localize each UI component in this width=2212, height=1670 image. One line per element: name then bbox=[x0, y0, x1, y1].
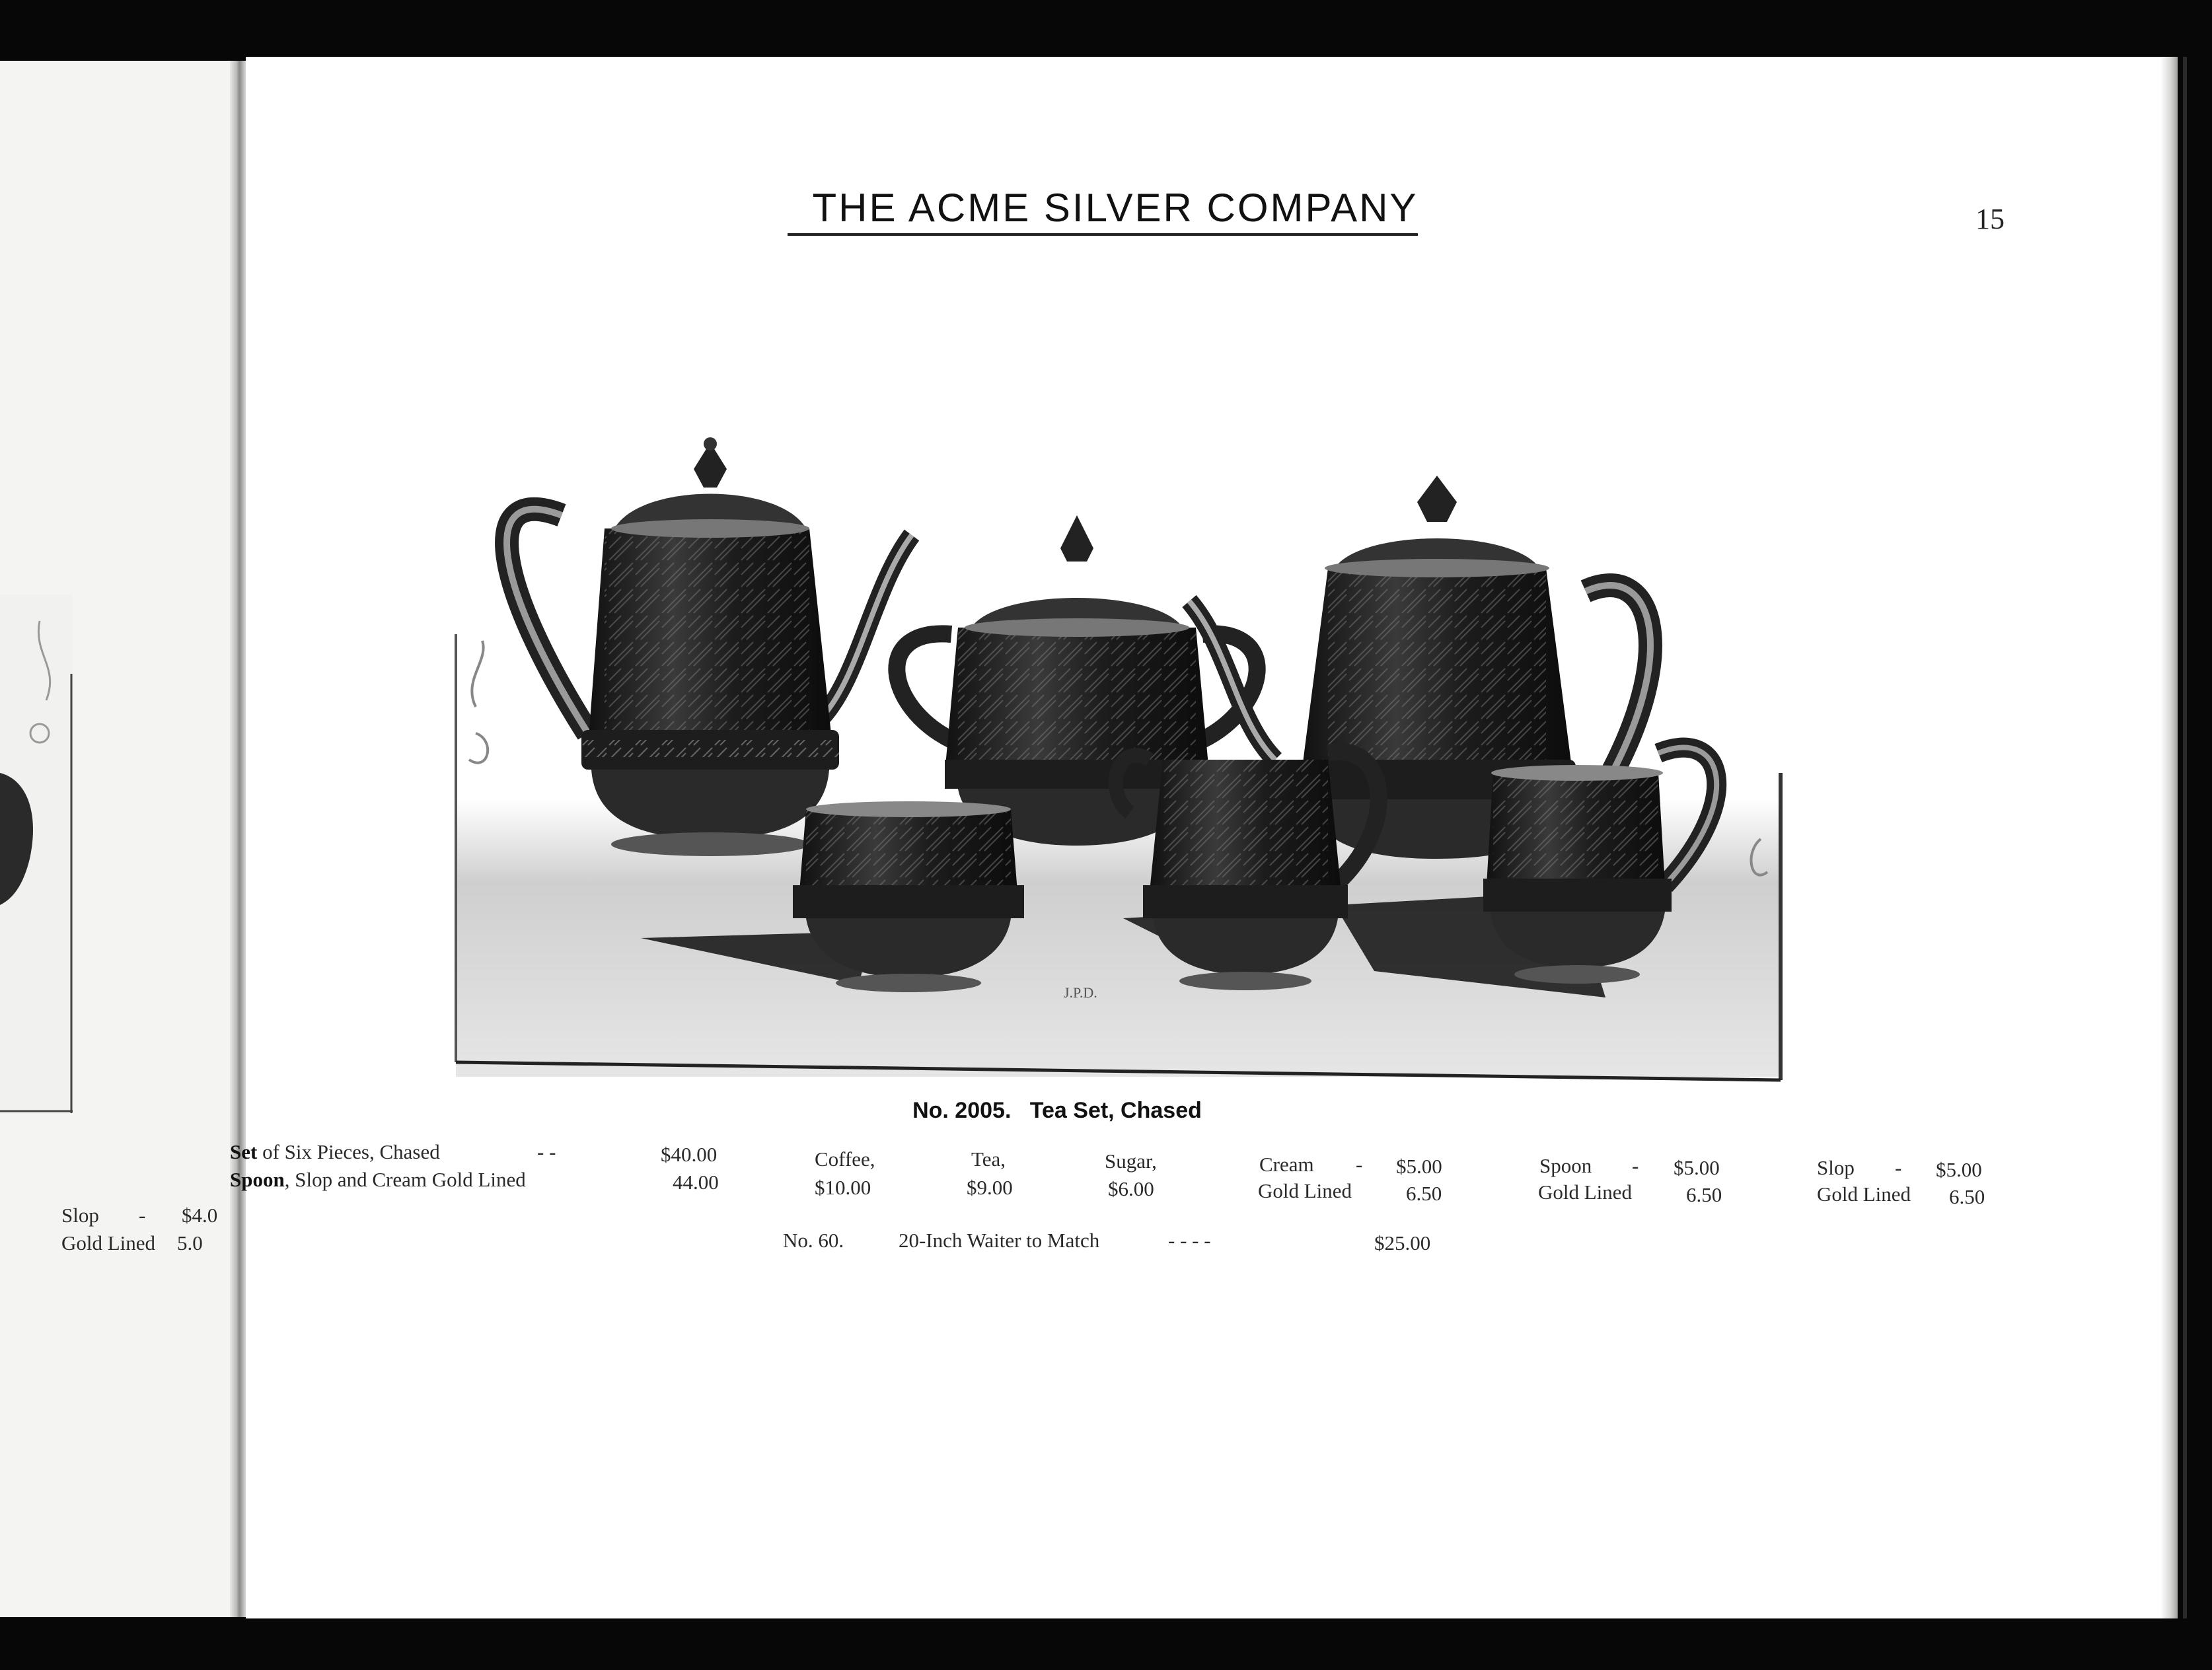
prev-gold-lined-label: Gold Lined bbox=[61, 1231, 156, 1254]
spoon-gold-lined-label: Gold Lined bbox=[1538, 1180, 1633, 1204]
slop-price: $5.00 bbox=[1936, 1158, 1982, 1181]
waiter-number: No. 60. bbox=[783, 1229, 844, 1252]
cream-gold-lined-label: Gold Lined bbox=[1258, 1179, 1352, 1202]
spoon-label: Spoon bbox=[1539, 1154, 1592, 1177]
set-gold-lined-price: 44.00 bbox=[673, 1171, 719, 1194]
slop-dash: - bbox=[1895, 1156, 1902, 1179]
caption-text: Tea Set, Chased bbox=[1029, 1098, 1202, 1123]
waiter-description: 20-Inch Waiter to Match bbox=[899, 1229, 1100, 1252]
spoon-price: $5.00 bbox=[1674, 1156, 1720, 1179]
cream-gold-lined-price: 6.50 bbox=[1406, 1182, 1442, 1205]
company-header: THE ACME SILVER COMPANY bbox=[812, 186, 1419, 230]
spoon-dash: - bbox=[1632, 1154, 1639, 1177]
tea-set-illustration bbox=[449, 429, 1790, 1090]
previous-page-illustration bbox=[0, 595, 76, 1116]
coffee-label: Coffee, bbox=[815, 1147, 875, 1171]
slop-label: Slop bbox=[1817, 1156, 1855, 1179]
header-underline bbox=[788, 233, 1418, 236]
spoon-gold-lined-price: 6.50 bbox=[1686, 1183, 1722, 1206]
page-edge-shadow bbox=[2160, 57, 2178, 1618]
waiter-price: $25.00 bbox=[1374, 1231, 1431, 1254]
waiter-dashes: - - - - bbox=[1168, 1229, 1211, 1252]
set-six-pieces-price: $40.00 bbox=[661, 1143, 718, 1166]
set-six-pieces-label: Set of Six Pieces, Chased bbox=[230, 1140, 440, 1163]
cream-label: Cream bbox=[1259, 1153, 1314, 1176]
coffee-price: $10.00 bbox=[815, 1176, 871, 1199]
cream-dash: - bbox=[1356, 1153, 1363, 1176]
slop-gold-lined-label: Gold Lined bbox=[1817, 1182, 1911, 1206]
sugar-label: Sugar, bbox=[1105, 1149, 1157, 1173]
coffee-pot bbox=[507, 437, 912, 856]
set-gold-lined-label: Spoon, Slop and Cream Gold Lined bbox=[230, 1168, 526, 1191]
prev-slop-label: Slop bbox=[61, 1204, 99, 1227]
slop-gold-lined-price: 6.50 bbox=[1949, 1185, 1985, 1208]
prev-slop-price: $4.0 bbox=[182, 1204, 218, 1227]
tea-price: $9.00 bbox=[967, 1176, 1013, 1199]
page-fold-shadow bbox=[230, 61, 246, 1617]
caption-number: No. 2005. bbox=[912, 1098, 1012, 1123]
tea-label: Tea, bbox=[971, 1147, 1006, 1171]
cream-price: $5.00 bbox=[1396, 1155, 1442, 1178]
prev-gold-lined-price: 5.0 bbox=[177, 1231, 203, 1254]
figure-caption bbox=[793, 1098, 1321, 1124]
set-six-pieces-dashes: - - bbox=[537, 1140, 556, 1163]
page-edge-line bbox=[2183, 57, 2187, 1618]
prev-slop-dash: - bbox=[139, 1204, 146, 1227]
sugar-price: $6.00 bbox=[1108, 1177, 1154, 1200]
page-number: 15 bbox=[1975, 203, 2005, 235]
engraver-mark: J.P.D. bbox=[1064, 984, 1097, 1001]
